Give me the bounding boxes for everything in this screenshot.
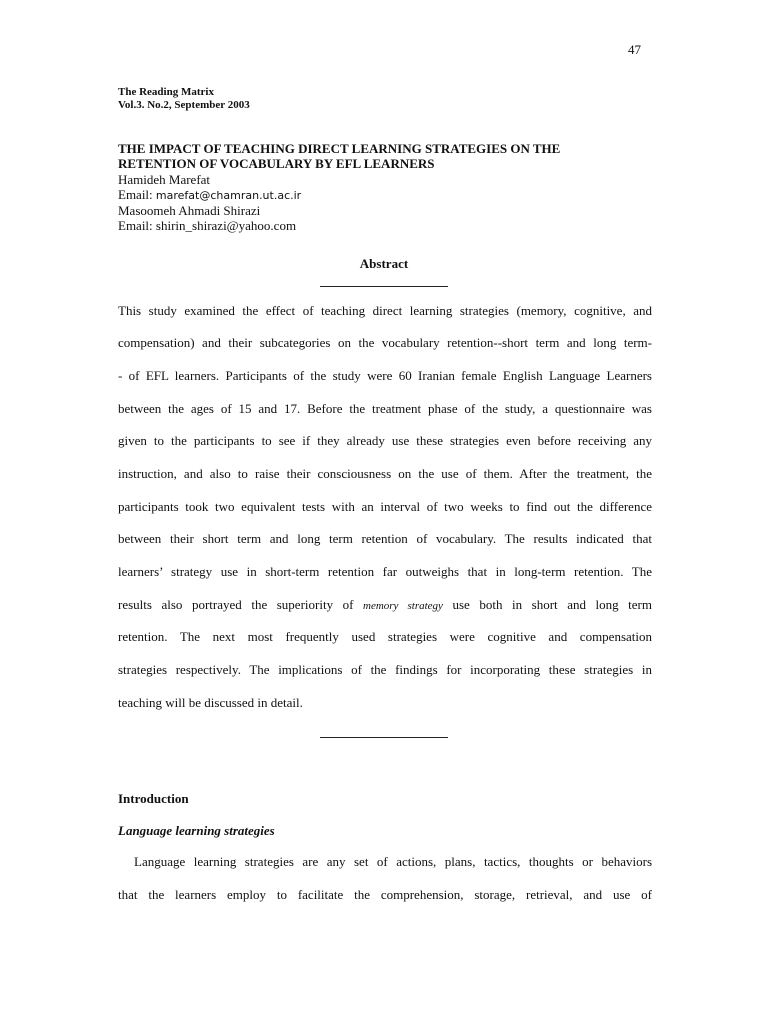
abstract-line: strategies respectively. The implications of the findings for incorporating these strategies in [118, 662, 652, 677]
subsection-heading: Language learning strategies [118, 823, 275, 838]
body-line: that the learners employ to facilitate the comprehension, storage, retrieval, and use of [118, 887, 652, 902]
journal-name: The Reading Matrix [118, 86, 214, 98]
abstract-top-rule [320, 286, 448, 287]
abstract-line: participants took two equivalent tests with an interval of two weeks to find out the difference [118, 499, 652, 514]
abstract-heading: Abstract [359, 256, 409, 271]
abstract-line: retention. The next most frequently used strategies were cognitive and compensation [118, 629, 652, 644]
article-title-line: RETENTION OF VOCABULARY BY EFL LEARNERS [118, 156, 435, 171]
email-label: Email: [118, 218, 153, 233]
abstract-line: between the ages of 15 and 17. Before the treatment phase of the study, a questionnaire was [118, 401, 652, 416]
journal-issue: Vol.3. No.2, September 2003 [118, 99, 250, 111]
author-email: marefat@chamran.ut.ac.ir [155, 189, 302, 202]
abstract-line: compensation) and their subcategories on the vocabulary retention--short term and long term- [118, 335, 652, 350]
author-name: Masoomeh Ahmadi Shirazi [118, 203, 261, 218]
author-email-line [118, 218, 301, 233]
article-title-line: THE IMPACT OF TEACHING DIRECT LEARNING STRATEGIES ON THE [118, 141, 561, 156]
author-email-line [118, 187, 301, 203]
article-title [118, 141, 658, 171]
abstract-line: instruction, and also to raise their consciousness on the use of them. After the treatment, the [118, 466, 652, 481]
emphasized-term: memory strategy [363, 600, 443, 612]
email-label: Email: [118, 187, 153, 202]
abstract-text: use both in short and long term [442, 597, 652, 612]
abstract-line: learners’ strategy use in short-term retention far outweighs that in long-term retention. The [118, 564, 652, 579]
page-number: 47 [628, 42, 641, 57]
author-email: shirin_shirazi@yahoo.com [155, 218, 297, 233]
introduction-heading: Introduction [118, 791, 189, 806]
body-line: Language learning strategies are any set of actions, plans, tactics, thoughts or behaviors [134, 854, 652, 869]
abstract-line: teaching will be discussed in detail. [118, 695, 303, 710]
abstract-text: results also portrayed the superiority of [118, 597, 363, 612]
abstract-line: - of EFL learners. Participants of the study were 60 Iranian female English Language Learners [118, 368, 652, 383]
author-block [118, 172, 301, 233]
abstract-bottom-rule [320, 737, 448, 738]
journal-header [118, 86, 250, 112]
abstract-line: given to the participants to see if they already use these strategies even before receiving any [118, 433, 652, 448]
abstract-line: between their short term and long term retention of vocabulary. The results indicated that [118, 531, 652, 546]
abstract-line [118, 597, 652, 613]
abstract-line: This study examined the effect of teaching direct learning strategies (memory, cognitive, and [118, 303, 652, 318]
author-name: Hamideh Marefat [118, 172, 211, 187]
